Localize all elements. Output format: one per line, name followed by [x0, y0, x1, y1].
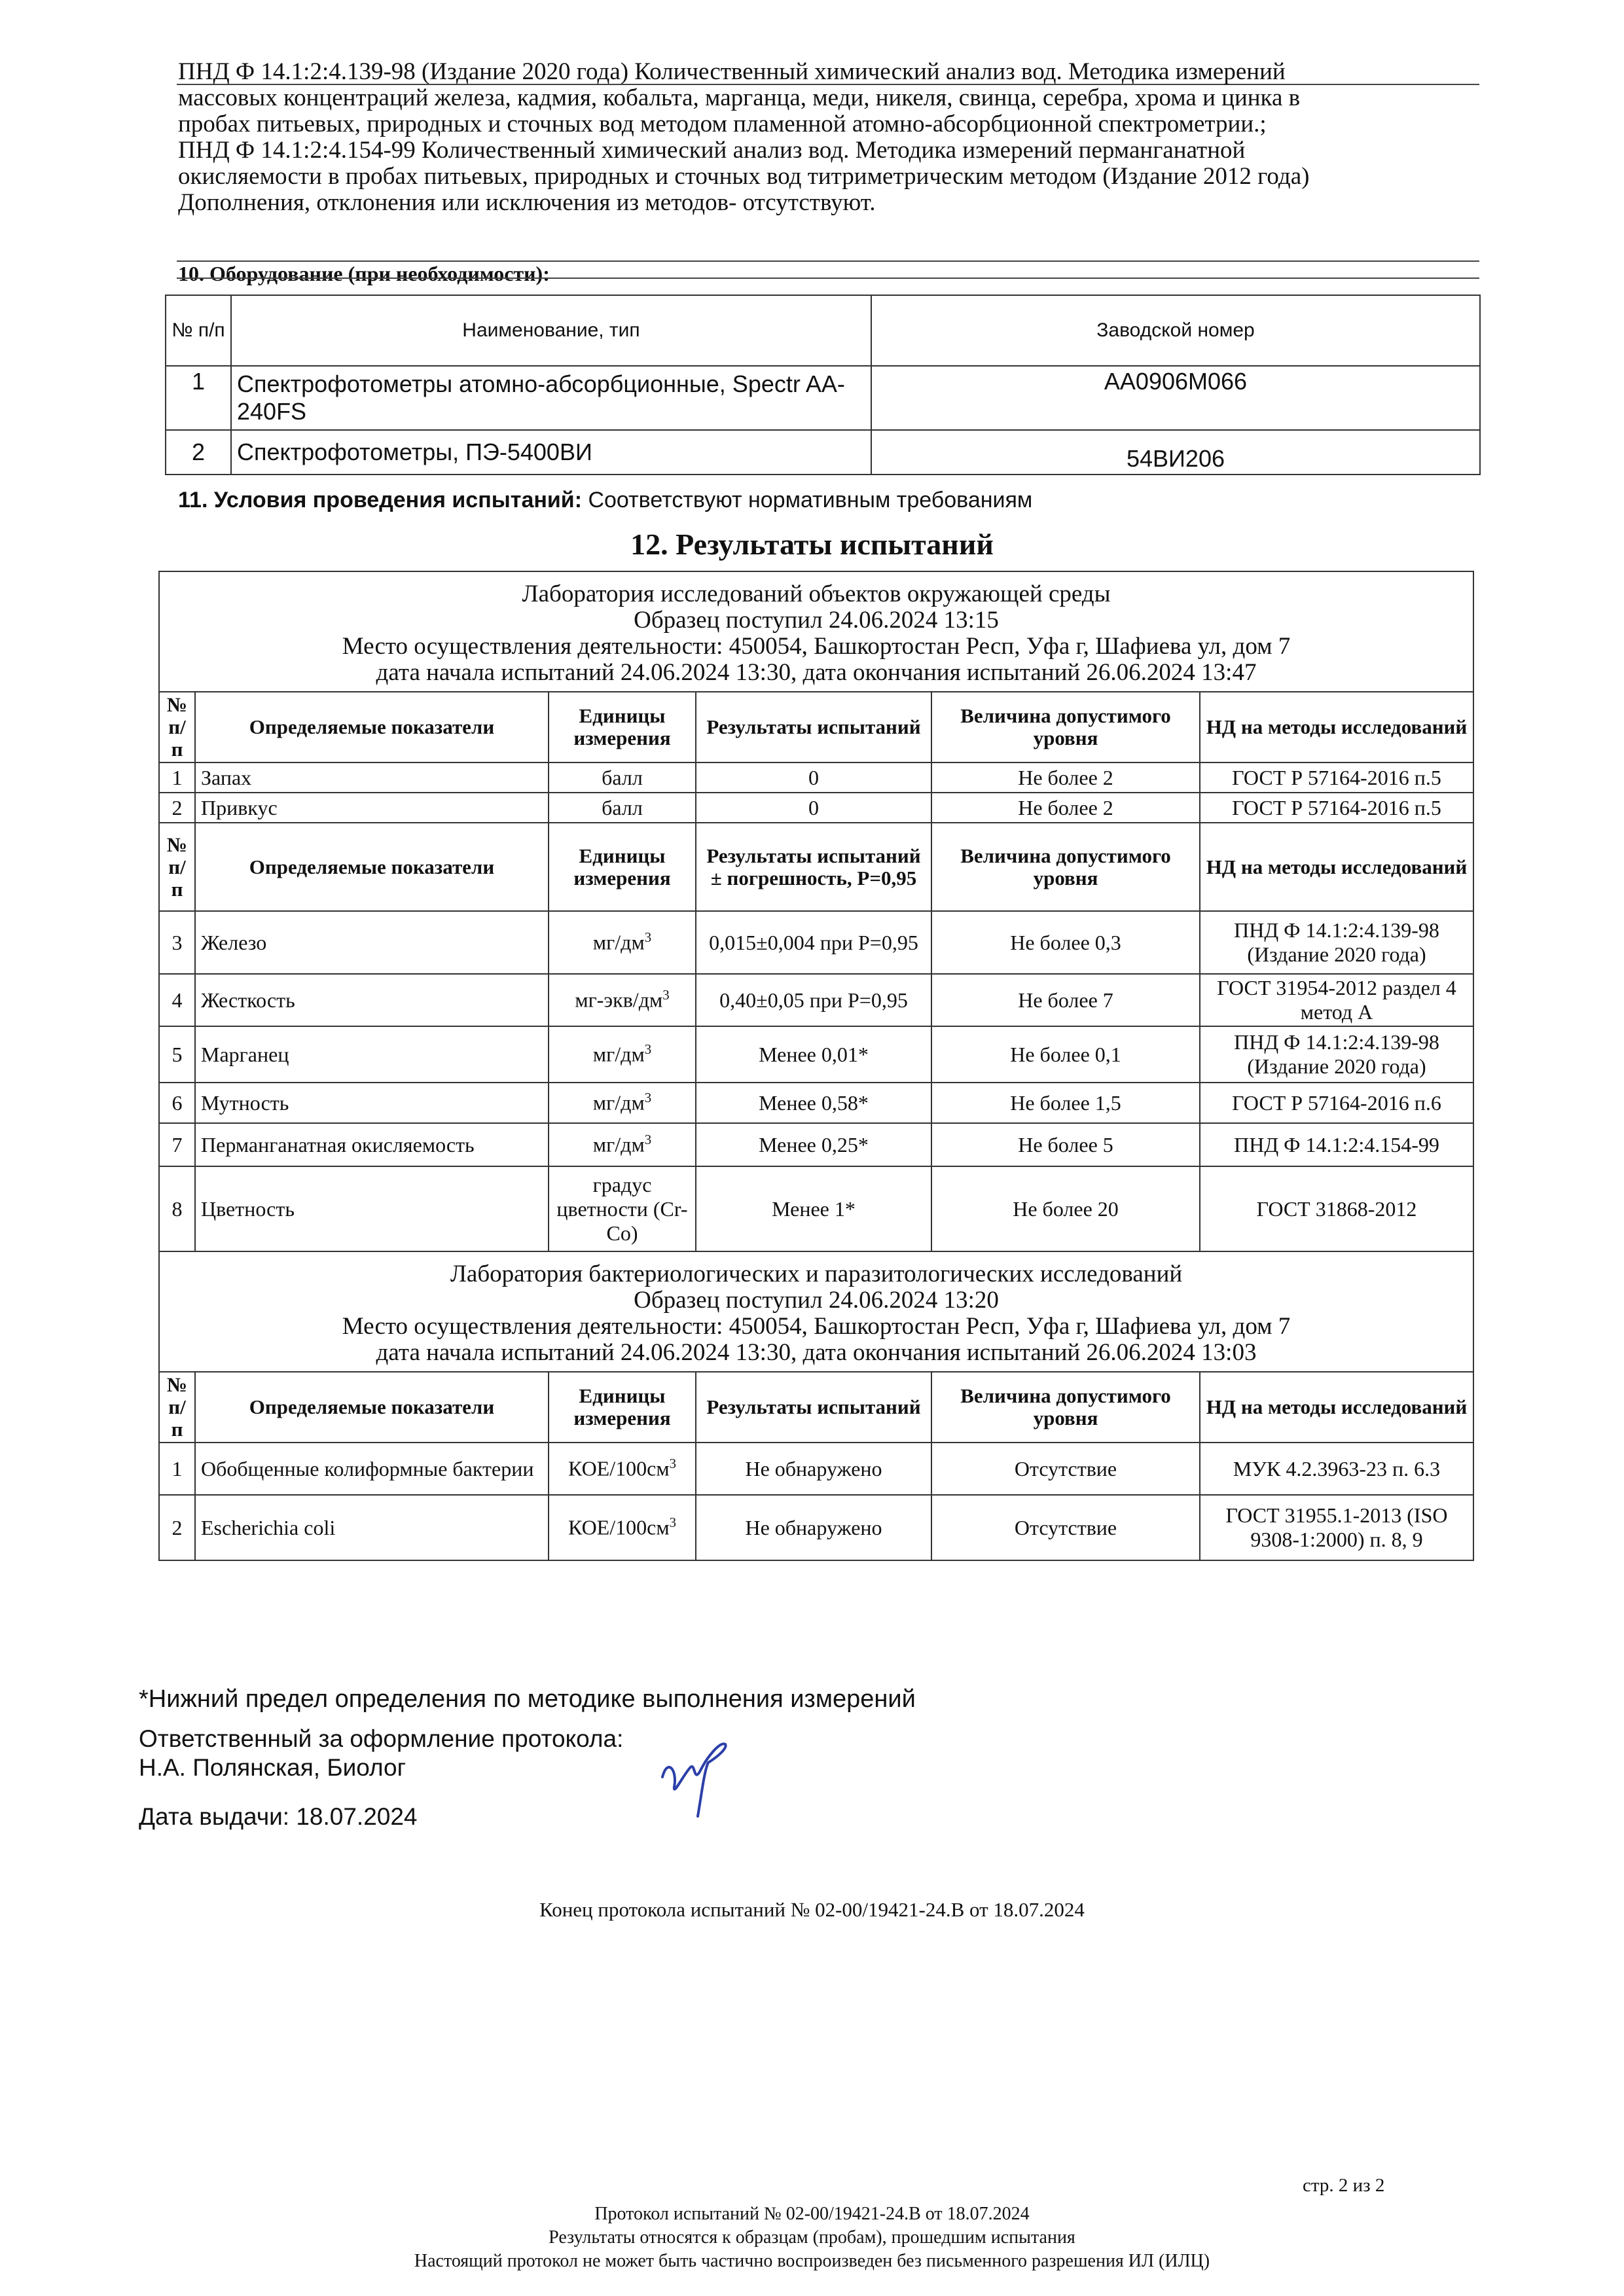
- equipment-name: Спектрофотометры, ПЭ-5400ВИ: [231, 430, 871, 475]
- header-limit: Величина допустимого уровня: [931, 692, 1200, 762]
- section-10-rule: [177, 278, 1479, 279]
- table-row: [159, 1443, 1473, 1495]
- methods-line: пробах питьевых, природных и сточных вод методом пламенной атомно-абсорбционной спектрометрии.;: [178, 111, 1267, 137]
- equipment-header-name: Наименование, тип: [231, 295, 871, 366]
- signature-icon: [655, 1731, 733, 1820]
- lab2-dates: дата начала испытаний 24.06.2024 13:30, дата окончания испытаний 26.06.2024 13:03: [376, 1339, 1257, 1366]
- row-indicator: Мутность: [195, 1083, 549, 1123]
- row-indicator: Железо: [195, 911, 549, 974]
- row-nd: ГОСТ 31868-2012: [1200, 1166, 1473, 1251]
- lab2-name: Лаборатория бактериологических и паразитологических исследований: [450, 1261, 1183, 1287]
- row-limit: Отсутствие: [931, 1495, 1200, 1560]
- unit-exponent: 3: [644, 1042, 652, 1058]
- header-indicator: Определяемые показатели: [195, 692, 549, 762]
- equipment-header-serial: Заводской номер: [871, 295, 1480, 366]
- row-num: 2: [159, 1495, 195, 1560]
- header-limit: Величина допустимого уровня: [931, 823, 1200, 911]
- lab2-header-row: [159, 1372, 1473, 1443]
- unit-exponent: 3: [669, 1456, 676, 1472]
- issue-date: Дата выдачи: 18.07.2024: [139, 1803, 418, 1830]
- row-unit: балл: [549, 762, 696, 793]
- lab1-info-row: [159, 571, 1473, 692]
- table-row: [159, 911, 1473, 974]
- row-num: 4: [159, 974, 195, 1026]
- unit-exponent: 3: [644, 930, 652, 946]
- methods-line: массовых концентраций железа, кадмия, кобальта, марганца, меди, никеля, свинца, серебра, хрома и цинка в: [178, 84, 1301, 111]
- section-11-label: 11. Условия проведения испытаний:: [178, 488, 583, 512]
- row-indicator: Цветность: [195, 1166, 549, 1251]
- row-nd: ГОСТ 31954-2012 раздел 4 метод А: [1200, 974, 1473, 1026]
- responsible-name: Н.А. Полянская, Биолог: [139, 1754, 406, 1781]
- unit-text: мг/дм: [592, 930, 645, 954]
- row-limit: Не более 2: [931, 762, 1200, 793]
- lab1-name: Лаборатория исследований объектов окружающей среды: [522, 581, 1111, 607]
- row-result: Менее 0,25*: [696, 1123, 931, 1166]
- row-limit: Не более 5: [931, 1123, 1200, 1166]
- lab1-header-row-b: [159, 823, 1473, 911]
- row-unit: градус цветности (Cr-Co): [549, 1166, 696, 1251]
- row-nd: МУК 4.2.3963-23 п. 6.3: [1200, 1443, 1473, 1495]
- row-result: Менее 1*: [696, 1166, 931, 1251]
- lab2-info: [159, 1251, 1473, 1372]
- footer-line: Протокол испытаний № 02-00/19421-24.В от 18.07.2024: [594, 2204, 1030, 2224]
- row-unit: [549, 1443, 696, 1495]
- results-table: [158, 571, 1474, 1561]
- header-unit: Единицы измерения: [549, 1372, 696, 1443]
- row-indicator: Перманганатная окисляемость: [195, 1123, 549, 1166]
- row-limit: Не более 0,1: [931, 1026, 1200, 1083]
- row-unit: [549, 1495, 696, 1560]
- unit-text: мг/дм: [592, 1132, 645, 1157]
- lab1-header-row-a: [159, 692, 1473, 762]
- unit-text: мг-экв/дм: [575, 988, 663, 1012]
- lab1-location: Место осуществления деятельности: 450054, Башкортостан Респ, Уфа г, Шафиева ул, дом 7: [342, 633, 1291, 660]
- row-indicator: Марганец: [195, 1026, 549, 1083]
- unit-text: КОЕ/100см: [568, 1515, 670, 1539]
- unit-text: КОЕ/100см: [568, 1456, 670, 1480]
- unit-text: мг/дм: [592, 1042, 645, 1066]
- unit-exponent: 3: [644, 1132, 652, 1148]
- lab1-sample-received: Образец поступил 24.06.2024 13:15: [634, 607, 999, 634]
- responsible-label: Ответственный за оформление протокола:: [139, 1725, 624, 1752]
- row-indicator: Жесткость: [195, 974, 549, 1026]
- responsible-block: [139, 1725, 623, 1782]
- row-result: Менее 0,01*: [696, 1026, 931, 1083]
- header-indicator: Определяемые показатели: [195, 1372, 549, 1443]
- section-10-title: 10. Оборудование (при необходимости):: [178, 262, 550, 285]
- header-num: № п/п: [159, 1372, 195, 1443]
- table-row: [159, 1495, 1473, 1560]
- header-nd: НД на методы исследований: [1200, 692, 1473, 762]
- unit-exponent: 3: [669, 1515, 676, 1531]
- header-result: Результаты испытаний ± погрешность, Р=0,95: [696, 823, 931, 911]
- row-num: 5: [159, 1026, 195, 1083]
- table-row: [159, 1166, 1473, 1251]
- row-nd: ПНД Ф 14.1:2:4.139-98 (Издание 2020 года): [1200, 911, 1473, 974]
- row-limit: Не более 20: [931, 1166, 1200, 1251]
- header-nd: НД на методы исследований: [1200, 823, 1473, 911]
- header-result: Результаты испытаний: [696, 1372, 931, 1443]
- table-row: [159, 1083, 1473, 1123]
- row-limit: Не более 0,3: [931, 911, 1200, 974]
- table-row: [159, 1123, 1473, 1166]
- row-num: 1: [159, 762, 195, 793]
- lab1-dates: дата начала испытаний 24.06.2024 13:30, дата окончания испытаний 26.06.2024 13:47: [376, 659, 1257, 686]
- row-limit: Не более 7: [931, 974, 1200, 1026]
- footnote: *Нижний предел определения по методике выполнения измерений: [139, 1685, 916, 1713]
- header-indicator: Определяемые показатели: [195, 823, 549, 911]
- equipment-num: 1: [166, 366, 231, 430]
- row-result: 0: [696, 793, 931, 823]
- row-unit: балл: [549, 793, 696, 823]
- footer-line: Результаты относятся к образцам (пробам), прошедшим испытания: [549, 2227, 1075, 2248]
- protocol-end: Конец протокола испытаний № 02-00/19421-24.В от 18.07.2024: [539, 1898, 1085, 1921]
- row-nd: ГОСТ Р 57164-2016 п.6: [1200, 1083, 1473, 1123]
- row-result: Менее 0,58*: [696, 1083, 931, 1123]
- row-indicator: Обобщенные колиформные бактерии: [195, 1443, 549, 1495]
- row-indicator: Запах: [195, 762, 549, 793]
- table-row: [159, 974, 1473, 1026]
- row-num: 1: [159, 1443, 195, 1495]
- equipment-name: Спектрофотометры атомно-абсорбционные, Spectr AA-240FS: [231, 366, 871, 430]
- methods-line: ПНД Ф 14.1:2:4.154-99 Количественный химический анализ вод. Методика измерений перманганатной: [178, 137, 1246, 164]
- section-11: [178, 488, 1032, 513]
- equipment-num: 2: [166, 430, 231, 475]
- lab2-location: Место осуществления деятельности: 450054, Башкортостан Респ, Уфа г, Шафиева ул, дом 7: [342, 1313, 1291, 1340]
- unit-text: мг/дм: [592, 1090, 645, 1115]
- equipment-serial: 54ВИ206: [871, 430, 1480, 475]
- equipment-header-row: [166, 295, 1480, 366]
- row-nd: ГОСТ Р 57164-2016 п.5: [1200, 762, 1473, 793]
- row-unit: [549, 1083, 696, 1123]
- row-unit: [549, 1026, 696, 1083]
- row-result: 0,40±0,05 при Р=0,95: [696, 974, 931, 1026]
- row-result: Не обнаружено: [696, 1443, 931, 1495]
- row-unit: [549, 911, 696, 974]
- row-result: Не обнаружено: [696, 1495, 931, 1560]
- row-limit: Отсутствие: [931, 1443, 1200, 1495]
- header-nd: НД на методы исследований: [1200, 1372, 1473, 1443]
- footer-line: Настоящий протокол не может быть частично воспроизведен без письменного разрешения ИЛ (ИЛЦ): [414, 2251, 1210, 2271]
- equipment-row: [166, 430, 1480, 475]
- header-result: Результаты испытаний: [696, 692, 931, 762]
- section-11-value: Соответствуют нормативным требованиям: [588, 488, 1033, 512]
- row-unit: [549, 1123, 696, 1166]
- row-num: 3: [159, 911, 195, 974]
- header-unit: Единицы измерения: [549, 823, 696, 911]
- row-num: 6: [159, 1083, 195, 1123]
- row-num: 8: [159, 1166, 195, 1251]
- row-indicator: Escherichia coli: [195, 1495, 549, 1560]
- row-result: 0: [696, 762, 931, 793]
- header-unit: Единицы измерения: [549, 692, 696, 762]
- equipment-row: [166, 366, 1480, 430]
- methods-paragraph: [178, 59, 1474, 216]
- page-number: стр. 2 из 2: [1303, 2175, 1385, 2196]
- section-12-title: 12. Результаты испытаний: [630, 528, 994, 561]
- row-limit: Не более 1,5: [931, 1083, 1200, 1123]
- equipment-serial: AA0906M066: [871, 366, 1480, 430]
- page-footer: [0, 2202, 1624, 2273]
- row-num: 7: [159, 1123, 195, 1166]
- header-num: № п/п: [159, 823, 195, 911]
- lab2-sample-received: Образец поступил 24.06.2024 13:20: [634, 1287, 999, 1314]
- row-indicator: Привкус: [195, 793, 549, 823]
- methods-line: ПНД Ф 14.1:2:4.139-98 (Издание 2020 года) Количественный химический анализ вод. Методика измерений: [178, 58, 1286, 85]
- equipment-table: [165, 295, 1481, 475]
- row-nd: ГОСТ Р 57164-2016 п.5: [1200, 793, 1473, 823]
- row-limit: Не более 2: [931, 793, 1200, 823]
- unit-exponent: 3: [644, 1090, 652, 1106]
- equipment-header-num: № п/п: [166, 295, 231, 366]
- row-nd: ПНД Ф 14.1:2:4.154-99: [1200, 1123, 1473, 1166]
- header-limit: Величина допустимого уровня: [931, 1372, 1200, 1443]
- methods-line: Дополнения, отклонения или исключения из методов- отсутствуют.: [178, 189, 876, 216]
- row-num: 2: [159, 793, 195, 823]
- methods-line: окисляемости в пробах питьевых, природных и сточных вод титриметрическим методом (Издание 2012 года): [178, 163, 1310, 190]
- lab2-info-row: [159, 1251, 1473, 1372]
- row-unit: [549, 974, 696, 1026]
- table-row: [159, 1026, 1473, 1083]
- row-nd: ГОСТ 31955.1-2013 (ISO 9308-1:2000) п. 8, 9: [1200, 1495, 1473, 1560]
- header-num: № п/п: [159, 692, 195, 762]
- row-result: 0,015±0,004 при Р=0,95: [696, 911, 931, 974]
- table-row: [159, 762, 1473, 793]
- lab1-info: [159, 571, 1473, 692]
- unit-exponent: 3: [662, 988, 670, 1003]
- table-row: [159, 793, 1473, 823]
- row-nd: ПНД Ф 14.1:2:4.139-98 (Издание 2020 года): [1200, 1026, 1473, 1083]
